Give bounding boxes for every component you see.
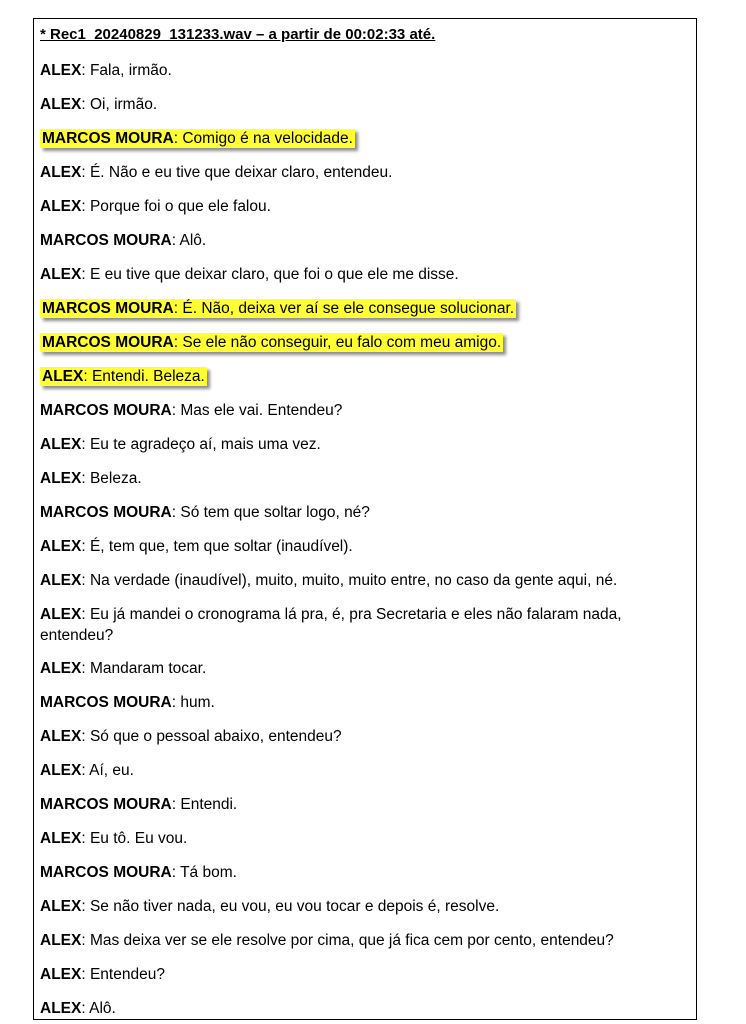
utterance-text: : hum. — [171, 694, 215, 711]
transcript-line — [40, 400, 692, 421]
transcript-line — [40, 196, 692, 217]
utterance-text: : Mas deixa ver se ele resolve por cima, que já fica cem por cento, entendeu? — [81, 932, 614, 949]
transcript-line — [40, 998, 692, 1019]
speaker-name: ALEX — [40, 966, 82, 983]
speaker-name: MARCOS MOURA — [40, 504, 172, 521]
utterance — [40, 761, 134, 780]
transcript-line — [40, 604, 692, 646]
utterance-text: : Oi, irmão. — [81, 96, 158, 113]
utterance — [40, 197, 271, 216]
utterance — [40, 401, 342, 420]
speaker-name: MARCOS MOURA — [42, 334, 174, 351]
speaker-name: ALEX — [40, 1000, 82, 1017]
transcript-line — [40, 828, 692, 849]
transcript-line — [40, 760, 692, 781]
transcript-line — [40, 570, 692, 591]
utterance — [40, 231, 206, 250]
utterance — [40, 571, 617, 590]
speaker-name: MARCOS MOURA — [42, 300, 174, 317]
transcript-line — [40, 128, 692, 149]
transcript-line — [40, 896, 692, 917]
utterance-text: : Porque foi o que ele falou. — [81, 198, 271, 215]
speaker-name: ALEX — [40, 198, 82, 215]
utterance-text: : Eu já mandei o cronograma lá pra, é, pra Secretaria e eles não falaram nada, entendeu? — [40, 606, 622, 644]
speaker-name: ALEX — [42, 368, 84, 385]
utterance-text: : Fala, irmão. — [81, 62, 172, 79]
utterance — [40, 537, 353, 556]
speaker-name: MARCOS MOURA — [40, 864, 172, 881]
speaker-name: ALEX — [40, 898, 82, 915]
utterance-text: : Só tem que soltar logo, né? — [171, 504, 370, 521]
transcript-line — [40, 298, 692, 319]
utterance-text: : Aí, eu. — [81, 762, 134, 779]
utterance-text: : É. Não, deixa ver aí se ele consegue solucionar. — [173, 300, 515, 317]
transcript-line — [40, 930, 692, 951]
speaker-name: MARCOS MOURA — [40, 796, 172, 813]
transcript-line — [40, 264, 692, 285]
utterance-text: : Se ele não conseguir, eu falo com meu amigo. — [173, 334, 502, 351]
utterance-text: : Comigo é na velocidade. — [173, 130, 353, 147]
highlighted-utterance — [40, 129, 355, 148]
transcript-line — [40, 366, 692, 387]
utterance — [40, 435, 321, 454]
utterance-text: : Só que o pessoal abaixo, entendeu? — [81, 728, 342, 745]
utterance-text: : Entendeu? — [81, 966, 165, 983]
speaker-name: ALEX — [40, 266, 82, 283]
speaker-name: MARCOS MOURA — [40, 232, 172, 249]
transcript-line — [40, 332, 692, 353]
utterance-text: : Na verdade (inaudível), muito, muito, muito entre, no caso da gente aqui, né. — [81, 572, 618, 589]
speaker-name: ALEX — [40, 572, 82, 589]
utterance — [40, 265, 459, 284]
speaker-name: ALEX — [40, 164, 82, 181]
utterance-text: : Mas ele vai. Entendeu? — [171, 402, 343, 419]
utterance-text: : Beleza. — [81, 470, 142, 487]
highlighted-utterance — [40, 367, 207, 386]
speaker-name: MARCOS MOURA — [40, 694, 172, 711]
utterance-text: : Alô. — [171, 232, 207, 249]
speaker-name: ALEX — [40, 762, 82, 779]
transcript-line — [40, 658, 692, 679]
transcript-line — [40, 964, 692, 985]
utterance — [40, 61, 172, 80]
transcript-line — [40, 60, 692, 81]
speaker-name: ALEX — [40, 538, 82, 555]
utterance-text: : Tá bom. — [171, 864, 237, 881]
speaker-name: ALEX — [40, 96, 82, 113]
utterance-text: : E eu tive que deixar claro, que foi o que ele me disse. — [81, 266, 459, 283]
utterance — [40, 659, 206, 678]
speaker-name: ALEX — [40, 830, 82, 847]
utterance-text: : Entendi. — [171, 796, 238, 813]
transcript-line — [40, 162, 692, 183]
speaker-name: ALEX — [40, 470, 82, 487]
transcript-line — [40, 726, 692, 747]
speaker-name: ALEX — [40, 62, 82, 79]
utterance — [40, 163, 392, 182]
recording-heading: * Rec1_20240829_131233.wav – a partir de 00:02:33 até. — [40, 26, 436, 43]
highlighted-utterance — [40, 333, 503, 352]
utterance-text: : Eu te agradeço aí, mais uma vez. — [81, 436, 321, 453]
transcript-line — [40, 502, 692, 523]
utterance-text: : Entendi. Beleza. — [83, 368, 205, 385]
utterance-text: : Mandaram tocar. — [81, 660, 207, 677]
transcript-line — [40, 794, 692, 815]
transcript-line — [40, 468, 692, 489]
utterance-text: : Se não tiver nada, eu vou, eu vou tocar e depois é, resolve. — [81, 898, 500, 915]
utterance — [40, 95, 157, 114]
utterance — [40, 503, 370, 522]
utterance — [40, 863, 237, 882]
utterance — [40, 795, 237, 814]
utterance-text: : Eu tô. Eu vou. — [81, 830, 188, 847]
utterance-text: : É, tem que, tem que soltar (inaudível). — [81, 538, 353, 555]
utterance — [40, 829, 187, 848]
utterance-text: : Alô. — [81, 1000, 116, 1017]
utterance — [40, 605, 622, 645]
speaker-name: ALEX — [40, 728, 82, 745]
speaker-name: MARCOS MOURA — [40, 402, 172, 419]
utterance — [40, 897, 499, 916]
transcript-line — [40, 230, 692, 251]
utterance — [40, 965, 165, 984]
utterance — [40, 693, 215, 712]
utterance — [40, 469, 142, 488]
highlighted-utterance — [40, 299, 516, 318]
utterance — [40, 999, 116, 1018]
speaker-name: ALEX — [40, 606, 82, 623]
utterance — [40, 931, 614, 950]
utterance-text: : É. Não e eu tive que deixar claro, entendeu. — [81, 164, 393, 181]
speaker-name: ALEX — [40, 436, 82, 453]
transcript-line — [40, 862, 692, 883]
transcript-line — [40, 434, 692, 455]
speaker-name: ALEX — [40, 932, 82, 949]
transcript-line — [40, 536, 692, 557]
speaker-name: ALEX — [40, 660, 82, 677]
speaker-name: MARCOS MOURA — [42, 130, 174, 147]
transcript-line — [40, 692, 692, 713]
transcript-line — [40, 94, 692, 115]
utterance — [40, 727, 342, 746]
